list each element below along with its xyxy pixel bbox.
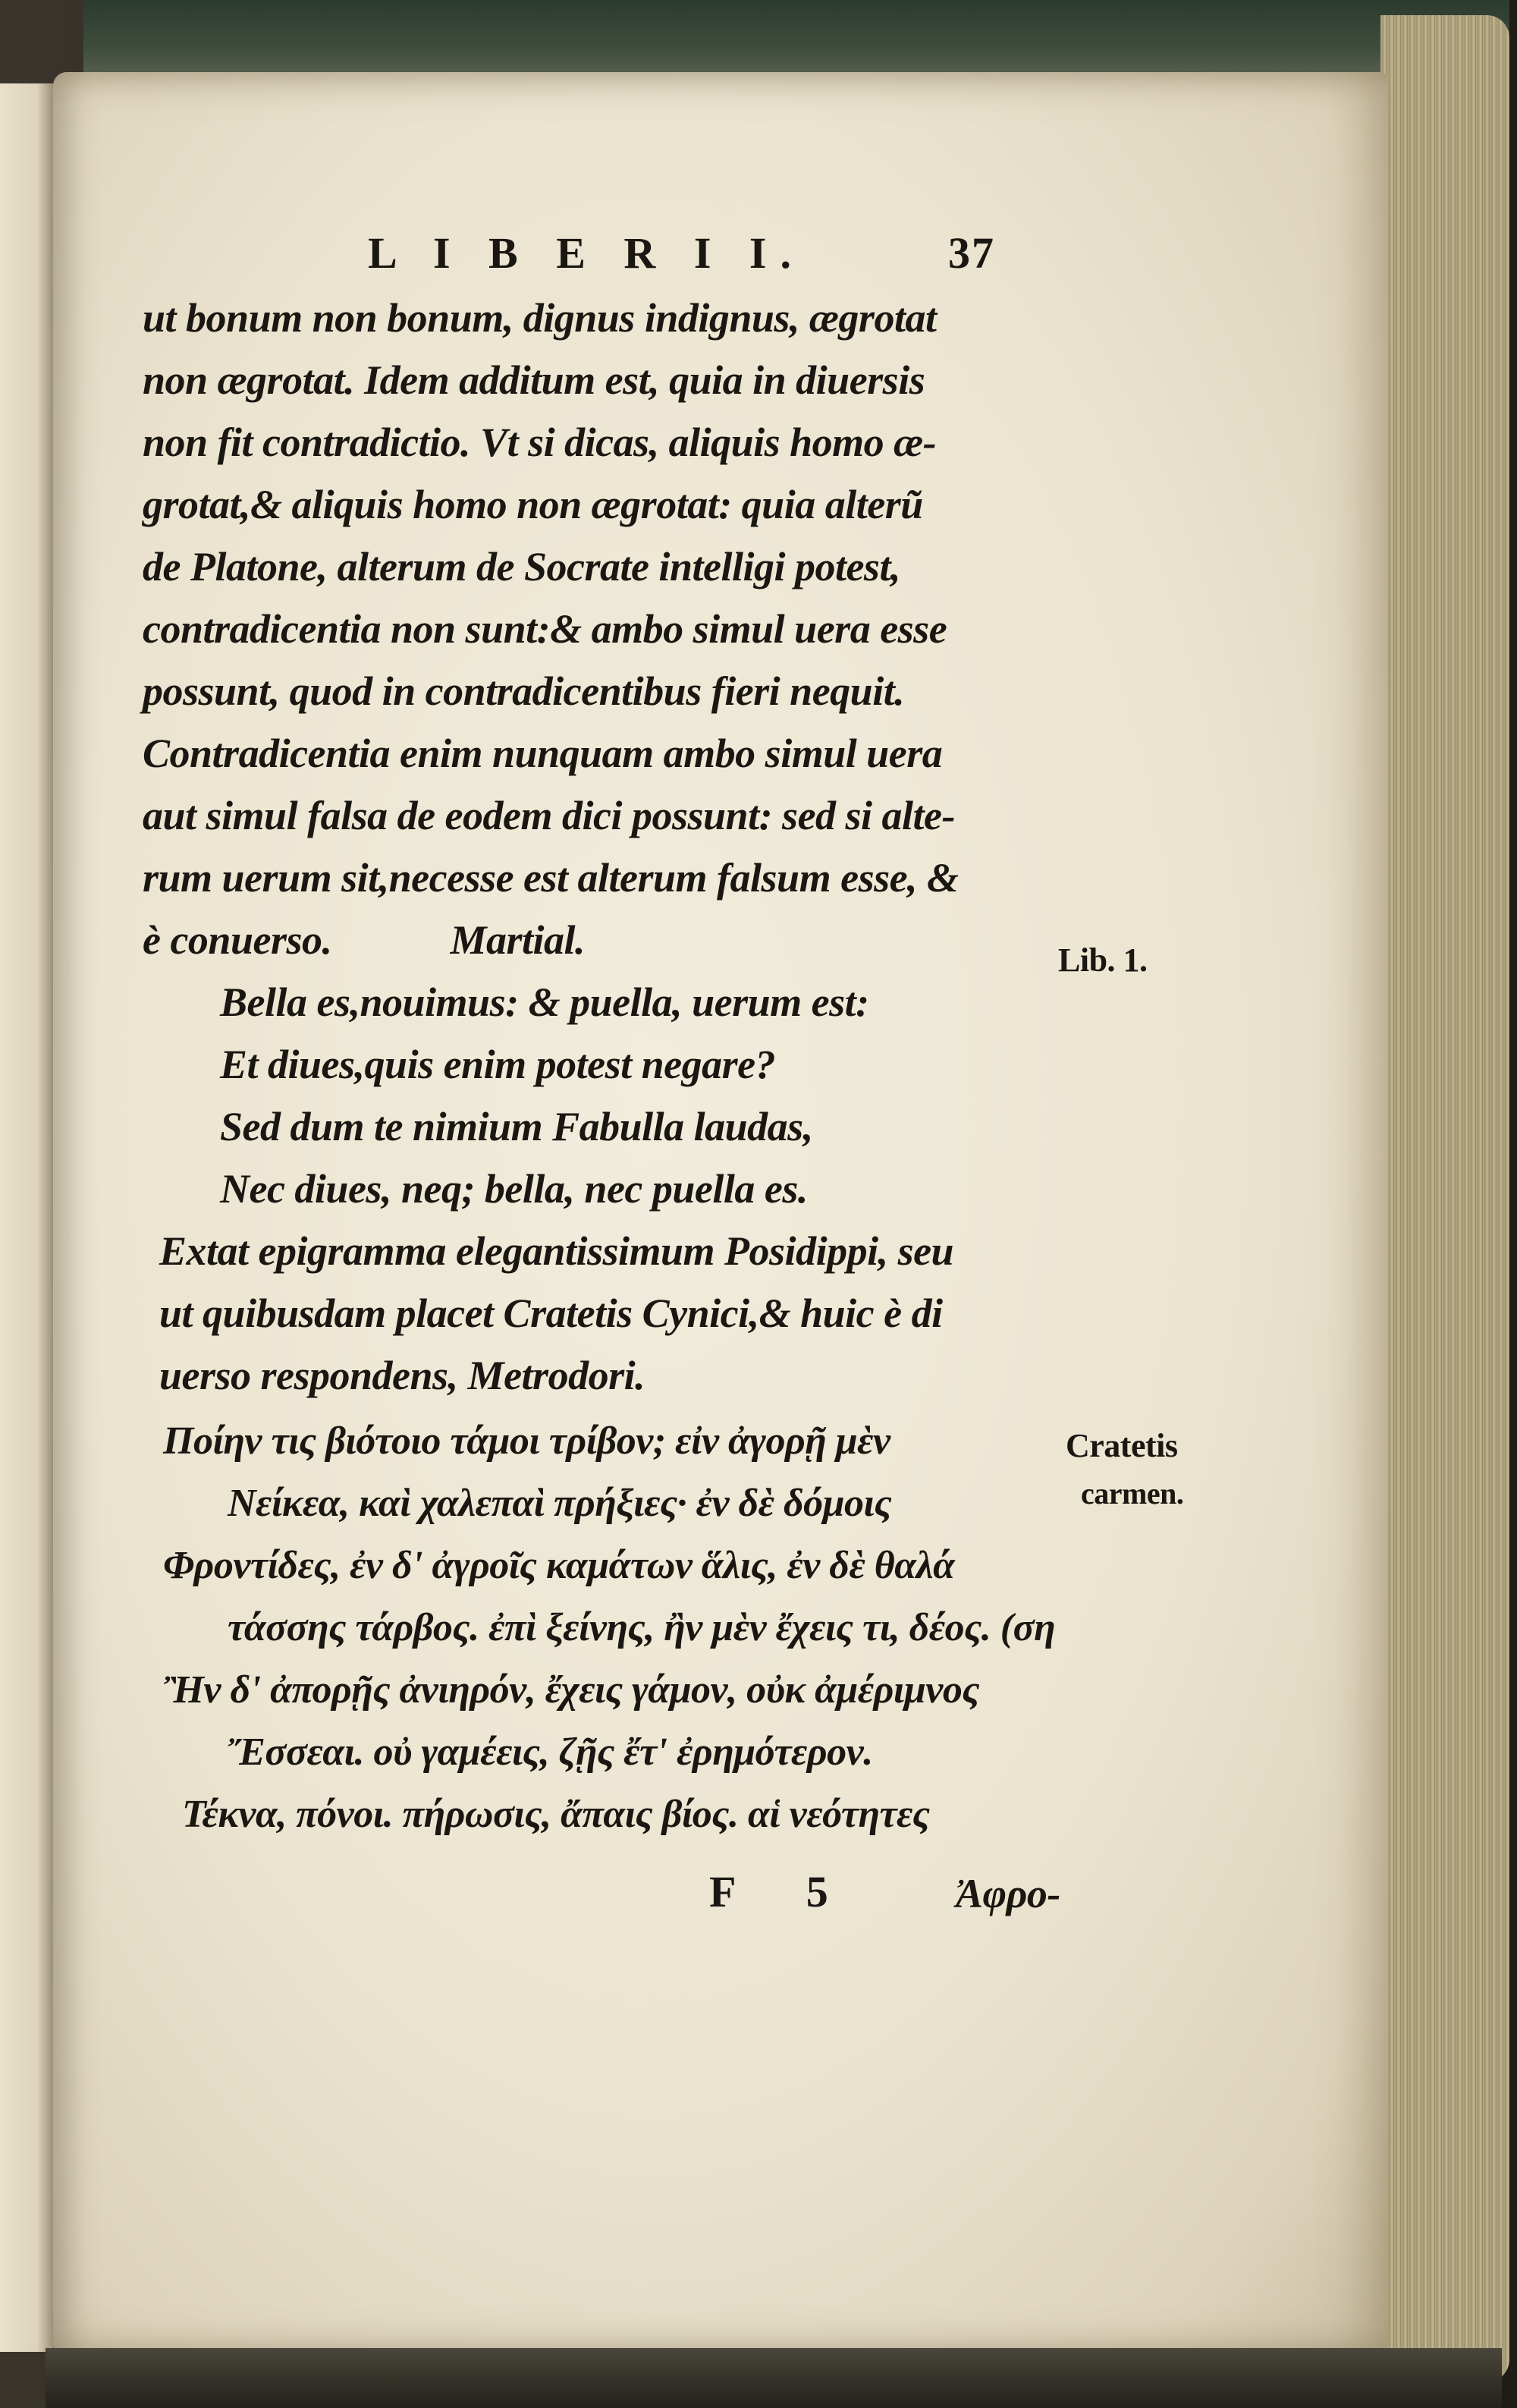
poem-line: Et diues,quis enim potest negare? (220, 1042, 776, 1087)
facing-page-edge (0, 83, 53, 2352)
body-line: contradicentia non sunt:& ambo simul uera esse (143, 606, 947, 652)
printed-page (53, 72, 1388, 2356)
body-line: grotat,& aliquis homo non ægrotat: quia alterũ (143, 482, 923, 527)
body-line: non ægrotat. Idem additum est, quia in diuersis (143, 357, 925, 403)
margin-note-cratetis: Cratetis (1066, 1427, 1178, 1464)
body-line: ut quibusdam placet Cratetis Cynici,& huic è di (159, 1290, 943, 1336)
greek-line: Ἔσσεαι. οὐ γαμέεις, ζῇς ἔτ' ἐρημότερον. (228, 1731, 873, 1774)
body-line: non fit contradictio. Vt si dicas, aliquis homo æ- (143, 420, 937, 465)
running-title: L I B E R I I. (368, 228, 805, 278)
bottom-cover-edge (46, 2348, 1502, 2408)
body-line: possunt, quod in contradicentibus fieri nequit. (143, 668, 905, 714)
catchword: Ἀφρο- (956, 1871, 1060, 1916)
greek-line: Ποίην τις βιότοιο τάμοι τρίβον; εἰν ἀγορῇ μὲν (163, 1419, 890, 1463)
poem-line: Bella es,nouimus: & puella, uerum est: (220, 979, 869, 1025)
margin-note-carmen: carmen. (1081, 1476, 1184, 1511)
greek-line: τάσσης τάρβος. ἐπὶ ξείνης, ἢν μὲν ἔχεις τι, δέος. (ση (228, 1606, 1056, 1649)
body-line: è conuerso. Martial. (143, 917, 586, 963)
greek-line: Τέκνα, πόνοι. πήρωσις, ἄπαις βίος. αἱ νεότητες (182, 1793, 930, 1836)
poem-line: Sed dum te nimium Fabulla laudas, (220, 1104, 813, 1149)
signature-mark: F 5 (709, 1867, 859, 1916)
body-line: ut bonum non bonum, dignus indignus, ægrotat (143, 295, 937, 341)
poem-line: Nec diues, neq; bella, nec puella es. (220, 1166, 808, 1212)
greek-line: Νείκεα, καὶ χαλεπαὶ πρήξιες· ἐν δὲ δόμοις (228, 1482, 892, 1525)
body-line: Extat epigramma elegantissimum Posidippi, seu (159, 1228, 954, 1274)
greek-line: Φροντίδες, ἐν δ' ἀγροῖς καμάτων ἅλις, ἐν δὲ θαλά (163, 1544, 955, 1587)
greek-line: Ἢν δ' ἀπορῇς ἀνιηρόν, ἔχεις γάμον, οὐκ ἀμέριμνος (163, 1668, 980, 1712)
margin-note-lib: Lib. 1. (1058, 942, 1148, 979)
body-line: Contradicentia enim nunquam ambo simul uera (143, 731, 943, 776)
body-line: aut simul falsa de eodem dici possunt: sed si alte- (143, 793, 956, 838)
body-line: uerso respondens, Metrodori. (159, 1353, 645, 1398)
page-fore-edge (1380, 15, 1509, 2382)
body-line: de Platone, alterum de Socrate intelligi potest, (143, 544, 900, 589)
body-line: rum uerum sit,necesse est alterum falsum esse, & (143, 855, 959, 901)
top-cover-edge (83, 0, 1509, 76)
page-number: 37 (948, 228, 995, 278)
